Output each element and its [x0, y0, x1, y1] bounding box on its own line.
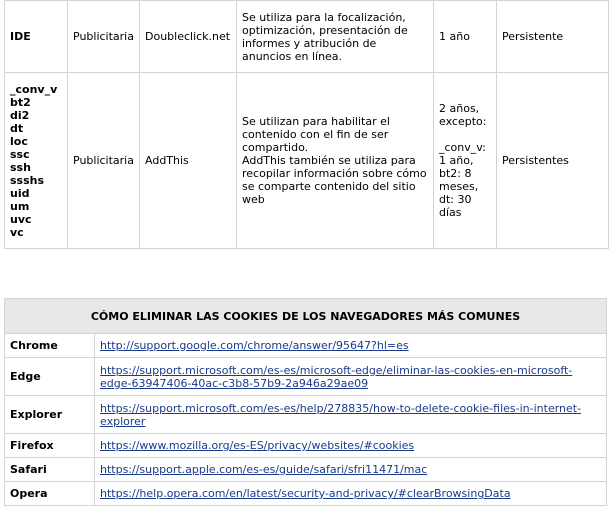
cookie-duration: 1 año — [434, 1, 497, 73]
table-row — [5, 334, 607, 358]
cookie-kind: Persistente — [497, 1, 609, 73]
browser-name: Opera — [5, 482, 95, 506]
browser-name: Chrome — [5, 334, 95, 358]
cookie-description — [237, 1, 434, 73]
cookie-provider: Doubleclick.net — [140, 1, 237, 73]
cookie-type: Publicitaria — [68, 73, 140, 249]
browser-link-cell — [95, 334, 607, 358]
browser-link-cell — [95, 482, 607, 506]
browsers-table — [4, 298, 607, 506]
cookie-name: IDE — [5, 1, 68, 73]
browser-link-cell — [95, 396, 607, 434]
cookie-kind: Persistentes — [497, 73, 609, 249]
edge-link[interactable]: https://support.microsoft.com/es-es/microsoft-edge/eliminar-las-cookies-en-microsoft-edge-63947406-40ac-c3b8-57b9-2a946a29ae09 — [100, 363, 573, 390]
table-header-row — [5, 299, 607, 334]
table-row — [5, 73, 609, 249]
chrome-link[interactable]: http://support.google.com/chrome/answer/95647?hl=es — [100, 339, 409, 352]
explorer-link[interactable]: https://support.microsoft.com/es-es/help/278835/how-to-delete-cookie-files-in-internet-explorer — [100, 401, 582, 428]
safari-link[interactable]: https://support.apple.com/es-es/guide/safari/sfri11471/mac — [100, 463, 428, 476]
cookie-name: _conv_v bt2 di2 dt loc ssc ssh ssshs uid um uvc vc — [5, 73, 68, 249]
cookie-description — [237, 73, 434, 249]
browser-name: Explorer — [5, 396, 95, 434]
cookies-table — [4, 0, 609, 249]
browser-name: Safari — [5, 458, 95, 482]
cookie-type: Publicitaria — [68, 1, 140, 73]
browser-name: Firefox — [5, 434, 95, 458]
browser-link-cell — [95, 358, 607, 396]
cookie-description-text: Se utiliza para la focalización, optimización, presentación de informes y atribución de anuncios en línea. — [242, 10, 408, 63]
cookie-duration: 2 años, excepto: _conv_v: 1 año, bt2: 8 meses, dt: 30 días — [434, 73, 497, 249]
browsers-table-header: CÓMO ELIMINAR LAS COOKIES DE LOS NAVEGADORES MÁS COMUNES — [5, 299, 607, 334]
table-row — [5, 434, 607, 458]
opera-link[interactable]: https://help.opera.com/en/latest/security-and-privacy/#clearBrowsingData — [100, 487, 511, 500]
table-row — [5, 1, 609, 73]
table-row — [5, 482, 607, 506]
table-row — [5, 396, 607, 434]
browser-name: Edge — [5, 358, 95, 396]
cookie-description-extra: AddThis también se utiliza para recopilar información sobre cómo se comparte contenido del sitio web — [242, 154, 427, 206]
browser-link-cell — [95, 458, 607, 482]
table-row — [5, 358, 607, 396]
browser-link-cell — [95, 434, 607, 458]
firefox-link[interactable]: https://www.mozilla.org/es-ES/privacy/websites/#cookies — [100, 439, 415, 452]
table-row — [5, 458, 607, 482]
cookie-description-text: Se utilizan para habilitar el contenido con el fin de ser compartido. — [242, 115, 390, 154]
cookie-provider: AddThis — [140, 73, 237, 249]
